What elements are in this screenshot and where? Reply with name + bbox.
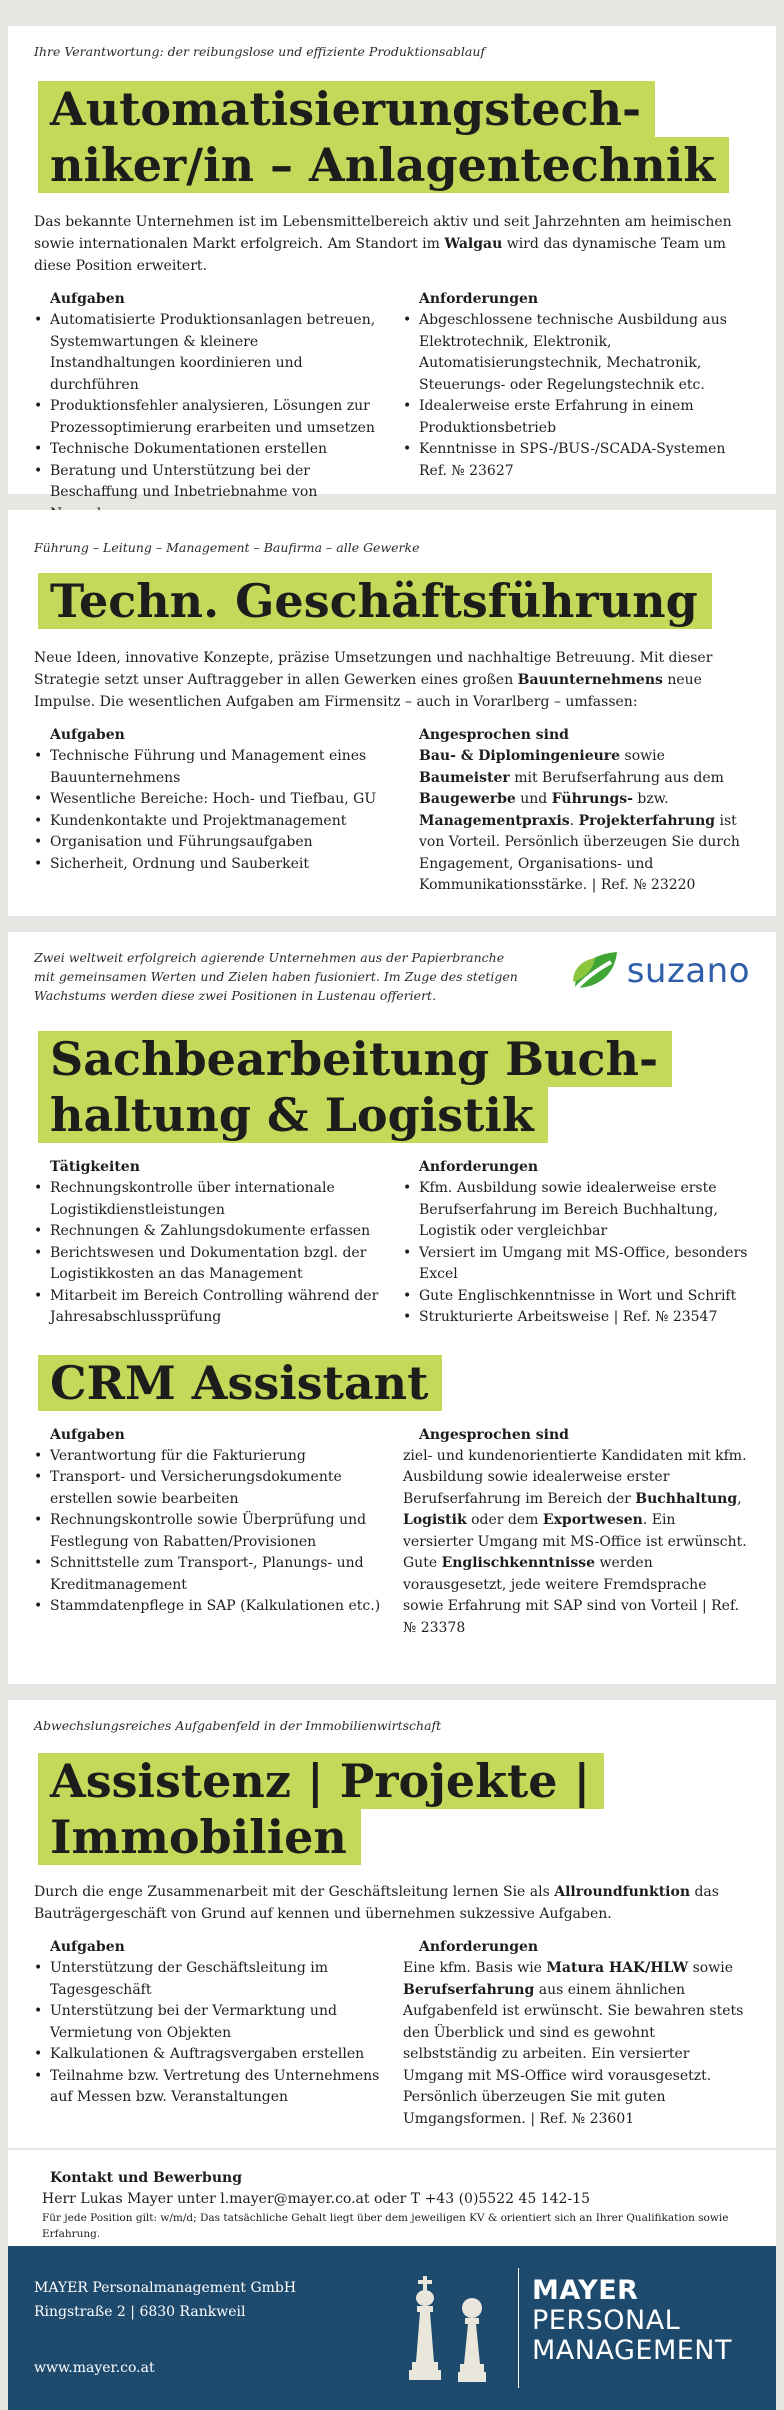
job-title-line: Assistenz | Projekte | xyxy=(38,1753,604,1809)
suzano-wordmark: suzano xyxy=(626,951,750,991)
list-item: • Unterstützung der Geschäftsleitung im Tagesgeschäft xyxy=(34,1958,381,2001)
job-intro: Neue Ideen, innovative Konzepte, präzise Umsetzungen und nachhaltige Betreuung. Mit dieser Strategie setzt unser Auftraggeber in allen Gewerken eines großen Bauunternehmens neue Impulse. Die wesentlichen Aufgaben am Firmensitz – auch in Vorarlberg – umfassen: xyxy=(34,650,713,710)
candidates-column xyxy=(403,1425,750,1640)
column-heading: Aufgaben xyxy=(50,727,125,743)
job-title-line: Techn. Geschäftsführung xyxy=(38,573,712,629)
job-columns xyxy=(34,725,750,897)
list-item: • Stammdatenpflege in SAP (Kalkulationen etc.) xyxy=(34,1596,381,1618)
list-item: • Technische Führung und Management eines Bauunternehmens xyxy=(34,746,381,789)
list-item: • Abgeschlossene technische Ausbildung aus Elektrotechnik, Elektronik, Automatisierungstechnik, Mechatronik, Steuerungs- oder Regelungstechnik etc. xyxy=(403,310,750,396)
list-item: • Organisation und Führungsaufgaben xyxy=(34,832,381,854)
website-link[interactable]: www.mayer.co.at xyxy=(34,2360,155,2376)
company-address: Ringstraße 2 | 6830 Rankweil xyxy=(34,2304,246,2320)
column-heading: Aufgaben xyxy=(50,291,125,307)
column-heading: Angesprochen sind xyxy=(419,1426,569,1443)
suzano-logo xyxy=(571,948,750,994)
divider xyxy=(8,2148,776,2150)
list-item: • Idealerweise erste Erfahrung in einem Produktionsbetrieb xyxy=(403,396,750,439)
list-item: • Versiert im Umgang mit MS-Office, besonders Excel xyxy=(403,1243,750,1286)
list-item: • Schnittstelle zum Transport-, Planungs- und Kreditmanagement xyxy=(34,1553,381,1596)
job-ad-automation xyxy=(8,26,776,500)
job-title-line: haltung & Logistik xyxy=(38,1087,548,1143)
column-heading: Aufgaben xyxy=(50,1939,125,1955)
job-title xyxy=(38,573,750,629)
list-item: • Technische Dokumentationen erstellen xyxy=(34,439,381,461)
tasks-column xyxy=(34,1937,381,2130)
job-kicker: Führung – Leitung – Management – Baufirma – alle Gewerke xyxy=(34,540,420,555)
contact-text: Herr Lukas Mayer unter l.mayer@mayer.co.at oder T +43 (0)5522 45 142-15 xyxy=(42,2191,591,2207)
list-item: • Sicherheit, Ordnung und Sauberkeit xyxy=(34,854,381,876)
list-item: • Gute Englischkenntnisse in Wort und Schrift xyxy=(403,1286,750,1308)
list-item: • Strukturierte Arbeitsweise | Ref. № 23547 xyxy=(403,1307,750,1329)
column-heading: Anforderungen xyxy=(419,1939,539,1955)
job-title xyxy=(38,81,750,193)
list-item: • Mitarbeit im Bereich Controlling während der Jahresabschlussprüfung xyxy=(34,1286,381,1329)
footer xyxy=(8,2246,776,2410)
job-intro: Das bekannte Unternehmen ist im Lebensmittelbereich aktiv und seit Jahrzehnten am heimischen sowie internationalen Markt erfolgreich. Am Standort im Walgau wird das dynamische Team um diese Position erweitert. xyxy=(34,214,732,274)
job-title xyxy=(38,1031,750,1143)
contact-block xyxy=(34,2168,750,2242)
job-columns xyxy=(34,289,750,525)
job-title-crm xyxy=(38,1355,750,1411)
list-item: • Kenntnisse in SPS-/BUS-/SCADA-Systemen xyxy=(403,439,750,461)
brand-line-3: MANAGEMENT xyxy=(532,2335,732,2366)
tasks-column xyxy=(34,1157,381,1329)
brand-line-2: PERSONAL xyxy=(532,2305,681,2336)
footer-divider xyxy=(518,2268,519,2388)
column-heading: Anforderungen xyxy=(419,291,539,307)
list-item: • Rechnungskontrolle sowie Überprüfung und Festlegung von Rabatten/Provisionen xyxy=(34,1510,381,1553)
requirements-column xyxy=(403,289,750,525)
reference-number: Ref. № 23627 xyxy=(419,462,514,479)
list-item: • Verantwortung für die Fakturierung xyxy=(34,1446,381,1468)
list-item: • Produktionsfehler analysieren, Lösungen zur Prozessoptimierung erarbeiten und umsetzen xyxy=(34,396,381,439)
requirements-text: Eine kfm. Basis wie Matura HAK/HLW sowie Berufserfahrung aus einem ähnlichen Aufgabenfeld ist erwünscht. Sie bewahren stets den Überblick und sind es gewohnt selbstständig zu arbeiten. Ein versierter Umgang mit MS-Office wird vorausgesetzt. Persönlich überzeugen Sie mit guten Umgangsformen. | Ref. № 23601 xyxy=(403,1960,744,2127)
job-kicker: Abwechslungsreiches Aufgabenfeld in der Immobilienwirtschaft xyxy=(34,1718,442,1733)
job-ad-suzano xyxy=(8,932,776,1684)
company-name: MAYER Personalmanagement GmbH xyxy=(34,2280,297,2296)
tasks-column xyxy=(34,725,381,897)
list-item: • Kalkulationen & Auftragsvergaben erstellen xyxy=(34,2044,381,2066)
suzano-leaf-icon xyxy=(571,948,621,994)
job-title-line: Sachbearbeitung Buch- xyxy=(38,1031,672,1087)
tasks-column xyxy=(34,289,381,525)
list-item: • Beratung und Unterstützung bei der Beschaffung und Inbetriebnahme von xyxy=(34,461,381,526)
chess-king-icon xyxy=(406,2274,444,2384)
job-title xyxy=(38,1753,750,1865)
list-item: • Kundenkontakte und Projektmanagement xyxy=(34,811,381,833)
list-item: • Wesentliche Bereiche: Hoch- und Tiefbau, GU xyxy=(34,789,381,811)
brand-line-1: MAYER xyxy=(532,2275,639,2306)
job-title-line: niker/in – Anlagentechnik xyxy=(38,137,729,193)
job-kicker: Ihre Verantwortung: der reibungslose und effiziente Produktionsablauf xyxy=(34,44,486,59)
column-heading: Anforderungen xyxy=(419,1159,539,1175)
job-title-line: CRM Assistant xyxy=(38,1355,442,1411)
list-item: • Automatisierte Produktionsanlagen betreuen, Systemwartungen & kleinere Instandhaltungen koordinieren und durchführen xyxy=(34,310,381,396)
candidate-profile: ziel- und kundenorientierte Kandidaten mit kfm. Ausbildung sowie idealerweise erster Berufserfahrung im Bereich der Buchhaltung, Logistik oder dem Exportwesen. Ein versierter Umgang mit MS-Office ist erwünscht. Gute Englischkenntnisse werden vorausgesetzt, jede weitere Fremdsprache sowie Erfahrung mit SAP sind von Vorteil | Ref. № 23378 xyxy=(403,1447,747,1636)
list-item: • Transport- und Versicherungsdokumente erstellen sowie bearbeiten xyxy=(34,1467,381,1510)
job-ad-real-estate xyxy=(8,1700,776,2246)
job-columns xyxy=(34,1937,750,2130)
job-intro: Durch die enge Zusammenarbeit mit der Geschäftsleitung lernen Sie als Allroundfunktion das Bauträgergeschäft von Grund auf kennen und übernehmen sukzessive Aufgaben. xyxy=(34,1884,719,1922)
list-item: • Unterstützung bei der Vermarktung und Vermietung von Objekten xyxy=(34,2001,381,2044)
job-ad-management xyxy=(8,510,776,916)
list-item: • Berichtswesen und Dokumentation bzgl. der Logistikkosten an das Management xyxy=(34,1243,381,1286)
salary-note: Für jede Position gilt: w/m/d; Das tatsächliche Gehalt liegt über dem jeweiligen KV & orientiert sich an Ihrer Qualifikation sowie Erfahrung. xyxy=(42,2212,729,2240)
chess-pawn-icon xyxy=(456,2296,488,2384)
candidates-column xyxy=(403,725,750,897)
tasks-column xyxy=(34,1425,381,1640)
requirements-column xyxy=(403,1157,750,1329)
candidate-profile: Bau- & Diplomingenieure sowie Baumeister mit Berufserfahrung aus dem Baugewerbe und Führungs- bzw. Managementpraxis. Projekterfahrung ist von Vorteil. Persönlich überzeugen Sie durch Engagement, Organisations- und Kommunikationsstärke. | Ref. № 23220 xyxy=(419,748,740,893)
job-title-line: Immobilien xyxy=(38,1809,361,1865)
list-item: • Rechnungen & Zahlungsdokumente erfassen xyxy=(34,1221,381,1243)
list-item: • Rechnungskontrolle über internationale Logistikdienstleistungen xyxy=(34,1178,381,1221)
column-heading: Angesprochen sind xyxy=(419,727,569,743)
list-item: • Teilnahme bzw. Vertretung des Unternehmens auf Messen bzw. Veranstaltungen xyxy=(34,2066,381,2109)
job-kicker: Zwei weltweit erfolgreich agierende Unternehmen aus der Papierbranche mit gemeinsamen Werten und Zielen haben fusioniert. Im Zuge des stetigen Wachstums werden diese zwei Positionen in Lustenau offeriert. xyxy=(34,950,518,1003)
job-columns xyxy=(34,1157,750,1329)
column-heading: Aufgaben xyxy=(50,1426,125,1443)
requirements-column xyxy=(403,1937,750,2130)
job-columns xyxy=(34,1425,750,1640)
list-item: • Kfm. Ausbildung sowie idealerweise erste Berufserfahrung im Bereich Buchhaltung, Logistik oder vergleichbar xyxy=(403,1178,750,1243)
column-heading: Tätigkeiten xyxy=(50,1159,140,1175)
contact-heading: Kontakt und Bewerbung xyxy=(50,2170,242,2186)
job-title-line: Automatisierungstech- xyxy=(38,81,655,137)
